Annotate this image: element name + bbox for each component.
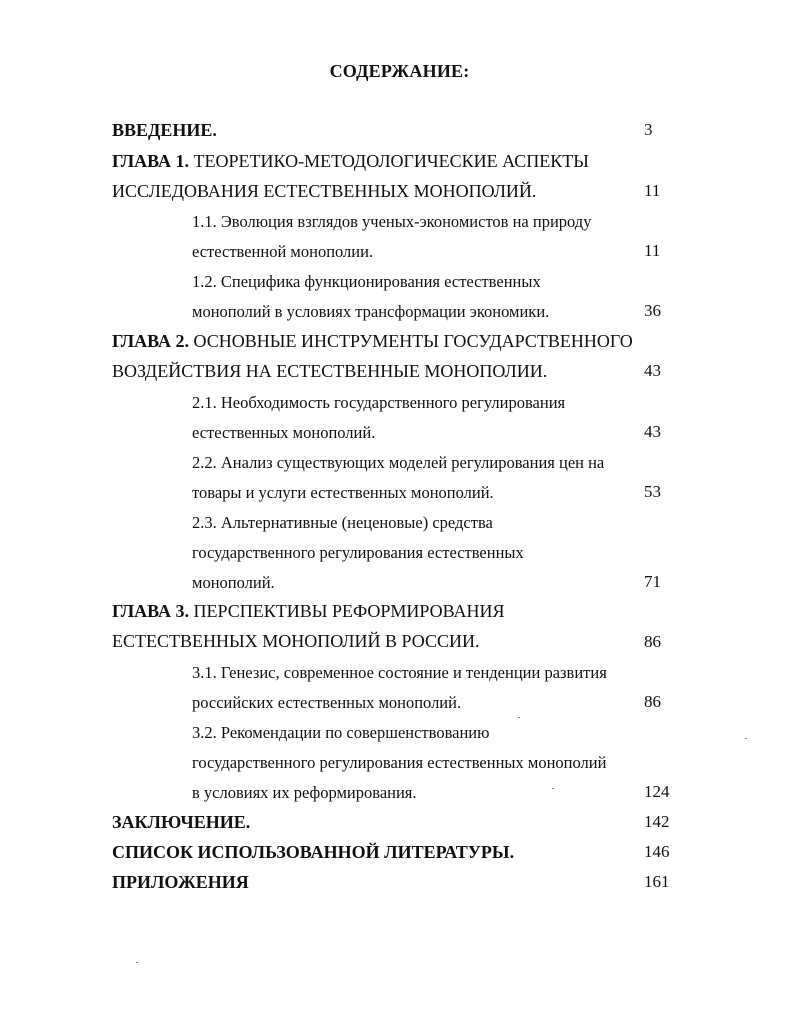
- toc-page-number: 43: [644, 361, 661, 380]
- scan-speck: [136, 962, 138, 963]
- chapter-title-line: ТЕОРЕТИКО-МЕТОДОЛОГИЧЕСКИЕ АСПЕКТЫ: [189, 151, 589, 171]
- chapter-label: ГЛАВА 3.: [112, 601, 190, 621]
- chapter-title-line: ИССЛЕДОВАНИЯ ЕСТЕСТВЕННЫХ МОНОПОЛИЙ.: [112, 181, 537, 201]
- chapter-label: ГЛАВА 1.: [112, 151, 190, 171]
- toc-entry-introduction: ВВЕДЕНИЕ.: [112, 120, 217, 140]
- toc-entry-section-1-1: 1.1. Эволюция взглядов ученых-экономистов на природу: [192, 212, 592, 231]
- toc-entry-chapter-3: [112, 601, 505, 622]
- toc-entry-section-1-2: 1.2. Специфика функционирования естественных: [192, 272, 541, 291]
- toc-page-number: 53: [644, 482, 661, 501]
- toc-page-number: 3: [644, 120, 653, 139]
- toc-entry-conclusion: ЗАКЛЮЧЕНИЕ.: [112, 812, 251, 832]
- section-title-line: государственного регулирования естественных: [192, 543, 524, 562]
- toc-entry-section-2-1: 2.1. Необходимость государственного регулирования: [192, 393, 566, 412]
- toc-entry-section-3-2: 3.2. Рекомендации по совершенствованию: [192, 723, 490, 742]
- chapter-title-line: ПЕРСПЕКТИВЫ РЕФОРМИРОВАНИЯ: [189, 601, 505, 621]
- toc-page-number: 146: [644, 842, 670, 861]
- toc-page-number: 43: [644, 422, 661, 441]
- toc-entry-chapter-2: [112, 331, 633, 352]
- scan-speck: [745, 738, 747, 739]
- toc-page-number: 161: [644, 872, 670, 891]
- section-title-line: российских естественных монополий.: [192, 693, 462, 712]
- section-title-line: естественных монополий.: [192, 423, 376, 442]
- toc-entry-section-2-2: 2.2. Анализ существующих моделей регулирования цен на: [192, 453, 605, 472]
- toc-page-number: 71: [644, 572, 661, 591]
- section-title-line: монополий.: [192, 573, 275, 592]
- chapter-title-line: ВОЗДЕЙСТВИЯ НА ЕСТЕСТВЕННЫЕ МОНОПОЛИИ.: [112, 361, 548, 381]
- section-title-line: монополий в условиях трансформации экономики.: [192, 302, 550, 321]
- toc-entry-appendices: ПРИЛОЖЕНИЯ: [112, 872, 249, 892]
- chapter-title-line: ОСНОВНЫЕ ИНСТРУМЕНТЫ ГОСУДАРСТВЕННОГО: [189, 331, 633, 351]
- toc-entry-chapter-1: [112, 151, 589, 172]
- toc-page-number: 124: [644, 782, 670, 801]
- toc-page-number: 11: [644, 181, 661, 200]
- chapter-label: ГЛАВА 2.: [112, 331, 190, 351]
- section-title-line: государственного регулирования естественных монополий: [192, 753, 607, 772]
- toc-page-number: 11: [644, 241, 661, 260]
- section-title-line: в условиях их реформирования.: [192, 783, 417, 802]
- scan-speck: [518, 717, 520, 718]
- section-title-line: естественной монополии.: [192, 242, 374, 261]
- toc-page-number: 36: [644, 301, 661, 320]
- toc-entry-section-2-3: 2.3. Альтернативные (неценовые) средства: [192, 513, 493, 532]
- page-title: СОДЕРЖАНИЕ:: [329, 61, 470, 81]
- scan-speck: [552, 788, 554, 789]
- chapter-title-line: ЕСТЕСТВЕННЫХ МОНОПОЛИЙ В РОССИИ.: [112, 631, 480, 651]
- toc-page-number: 142: [644, 812, 670, 831]
- toc-page-number: 86: [644, 692, 661, 711]
- toc-entry-bibliography: СПИСОК ИСПОЛЬЗОВАННОЙ ЛИТЕРАТУРЫ.: [112, 842, 515, 862]
- section-title-line: товары и услуги естественных монополий.: [192, 483, 494, 502]
- toc-entry-section-3-1: 3.1. Генезис, современное состояние и тенденции развития: [192, 663, 607, 682]
- toc-page-number: 86: [644, 632, 661, 651]
